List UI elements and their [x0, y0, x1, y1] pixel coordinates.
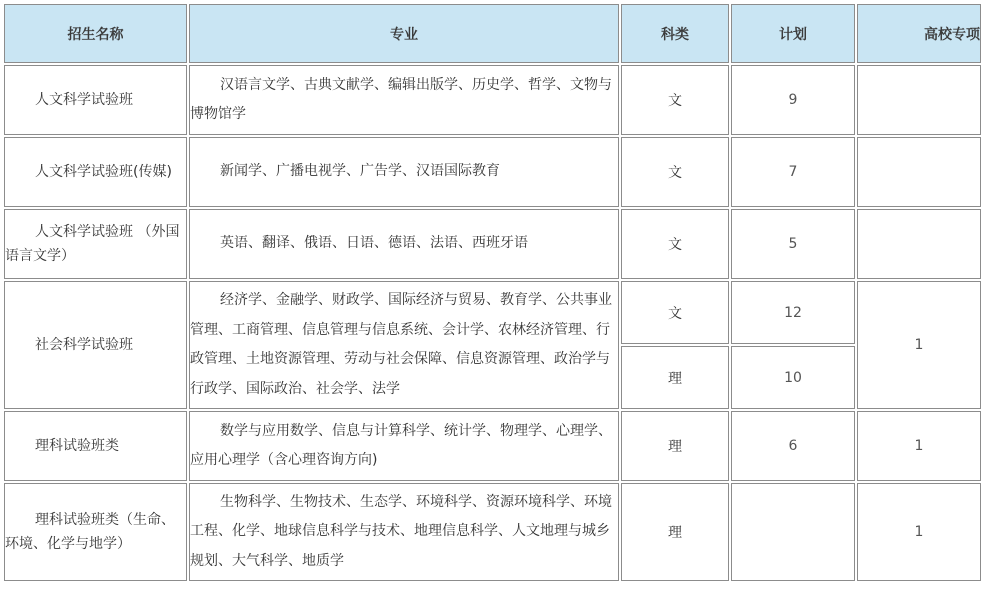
table-row: [4, 281, 981, 344]
table-row: [4, 483, 981, 581]
program-plan: [731, 483, 855, 581]
program-special: [857, 65, 981, 135]
program-name: 理科试验班类: [4, 411, 187, 481]
admissions-table: [2, 2, 982, 583]
program-name: 理科试验班类（生命、环境、化学与地学）: [4, 483, 187, 581]
program-plan: 7: [731, 137, 855, 207]
header-plan: 计划: [731, 4, 855, 63]
program-plan: 5: [731, 209, 855, 279]
program-special: 1: [857, 411, 981, 481]
program-plan: 9: [731, 65, 855, 135]
program-name: 人文科学试验班: [4, 65, 187, 135]
table-row: [4, 209, 981, 279]
program-type: 文: [621, 281, 729, 344]
program-name: 人文科学试验班 （外国语言文学）: [4, 209, 187, 279]
program-special: 1: [857, 281, 981, 409]
program-plan: 12: [731, 281, 855, 344]
header-major: 专业: [189, 4, 619, 63]
program-type: 文: [621, 65, 729, 135]
header-type: 科类: [621, 4, 729, 63]
program-majors: 汉语言文学、古典文献学、编辑出版学、历史学、哲学、文物与博物馆学: [189, 65, 619, 135]
program-special: [857, 137, 981, 207]
program-plan: 10: [731, 346, 855, 409]
program-name: 人文科学试验班(传媒): [4, 137, 187, 207]
table-row: [4, 65, 981, 135]
table-row: [4, 411, 981, 481]
program-majors: 生物科学、生物技术、生态学、环境科学、资源环境科学、环境工程、化学、地球信息科学与技术、地理信息科学、人文地理与城乡规划、大气科学、地质学: [189, 483, 619, 581]
program-majors: 经济学、金融学、财政学、国际经济与贸易、教育学、公共事业管理、工商管理、信息管理与信息系统、会计学、农林经济管理、行政管理、土地资源管理、劳动与社会保障、信息资源管理、政治学与行政学、国际政治、社会学、法学: [189, 281, 619, 409]
header-name: 招生名称: [4, 4, 187, 63]
program-plan: 6: [731, 411, 855, 481]
program-majors: 数学与应用数学、信息与计算科学、统计学、物理学、心理学、应用心理学（含心理咨询方向): [189, 411, 619, 481]
program-special: 1: [857, 483, 981, 581]
program-type: 理: [621, 411, 729, 481]
program-type: 理: [621, 346, 729, 409]
program-special: [857, 209, 981, 279]
program-type: 文: [621, 137, 729, 207]
program-name: 社会科学试验班: [4, 281, 187, 409]
table-row: [4, 137, 981, 207]
program-majors: 英语、翻译、俄语、日语、德语、法语、西班牙语: [189, 209, 619, 279]
program-type: 理: [621, 483, 729, 581]
header-special: 高校专项: [857, 4, 981, 63]
header-row: [4, 4, 981, 63]
program-majors: 新闻学、广播电视学、广告学、汉语国际教育: [189, 137, 619, 207]
program-type: 文: [621, 209, 729, 279]
